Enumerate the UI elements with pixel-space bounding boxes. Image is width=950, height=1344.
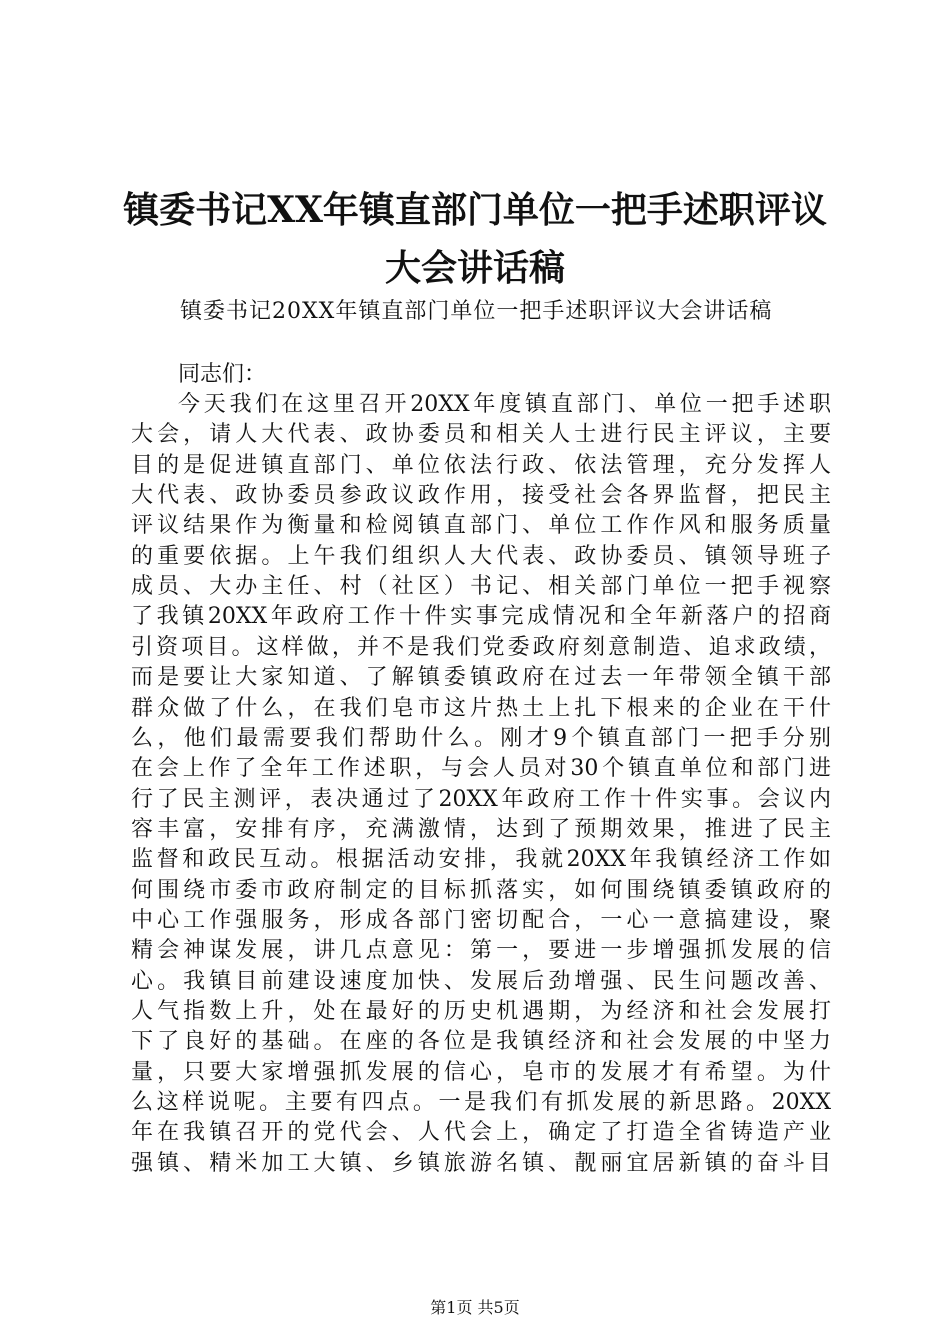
- body-text-line: 大会，请人大代表、政协委员和相关人士进行民主评议，主要: [131, 422, 831, 447]
- document-title-line-1: 镇委书记XX年镇直部门单位一把手述职评议: [123, 189, 827, 231]
- document-subtitle: 镇委书记20XX年镇直部门单位一把手述职评议大会讲话稿: [180, 299, 773, 324]
- body-text-line: 下了良好的基础。在座的各位是我镇经济和社会发展的中坚力: [131, 1029, 831, 1054]
- body-text-line: 成员、大办主任、村（社区）书记、相关部门单位一把手视察: [131, 574, 831, 599]
- body-text-line: 量，只要大家增强抓发展的信心，皂市的发展才有希望。为什: [131, 1060, 831, 1085]
- body-text-line: 今天我们在这里召开20XX年度镇直部门、单位一把手述职: [178, 392, 831, 417]
- body-text-line: 了我镇20XX年政府工作十件实事完成情况和全年新落户的招商: [131, 604, 831, 629]
- greeting: 同志们：: [178, 362, 267, 387]
- body-text-line: 的重要依据。上午我们组织人大代表、政协委员、镇领导班子: [131, 544, 831, 569]
- body-text-line: 年在我镇召开的党代会、人代会上，确定了打造全省铸造产业: [131, 1120, 831, 1145]
- body-text-line: 评议结果作为衡量和检阅镇直部门、单位工作作风和服务质量: [131, 513, 831, 538]
- body-text-line: 容丰富，安排有序，充满激情，达到了预期效果，推进了民主: [131, 817, 831, 842]
- body-text-line: 精会神谋发展，讲几点意见：第一，要进一步增强抓发展的信: [131, 938, 831, 963]
- body-text-line: 目的是促进镇直部门、单位依法行政、依法管理，充分发挥人: [131, 453, 831, 478]
- body-text-line: 在会上作了全年工作述职，与会人员对30个镇直单位和部门进: [131, 756, 831, 781]
- page-footer: 第1页 共5页: [430, 1298, 520, 1317]
- document-title-line-2: 大会讲话稿: [384, 247, 565, 289]
- body-text-line: 强镇、精米加工大镇、乡镇旅游名镇、靓丽宜居新镇的奋斗目: [131, 1151, 831, 1176]
- body-text-line: 心。我镇目前建设速度加快、发展后劲增强、民生问题改善、: [131, 969, 831, 994]
- body-text-line: 么，他们最需要我们帮助什么。刚才9个镇直部门一把手分别: [131, 726, 831, 751]
- body-text-line: 何围绕市委市政府制定的目标抓落实，如何围绕镇委镇政府的: [131, 878, 831, 903]
- body-text-line: 行了民主测评，表决通过了20XX年政府工作十件实事。会议内: [131, 787, 831, 812]
- body-text-line: 么这样说呢。主要有四点。一是我们有抓发展的新思路。20XX: [131, 1090, 831, 1115]
- body-text-line: 人气指数上升，处在最好的历史机遇期，为经济和社会发展打: [131, 999, 831, 1024]
- body-text-line: 大代表、政协委员参政议政作用，接受社会各界监督，把民主: [131, 483, 831, 508]
- body-text-line: 群众做了什么，在我们皂市这片热土上扎下根来的企业在干什: [131, 696, 831, 721]
- body-text-line: 中心工作强服务，形成各部门密切配合，一心一意搞建设，聚: [131, 908, 831, 933]
- body-text-line: 而是要让大家知道、了解镇委镇政府在过去一年带领全镇干部: [131, 665, 831, 690]
- body-text-line: 引资项目。这样做，并不是我们党委政府刻意制造、追求政绩，: [131, 635, 831, 660]
- body-text-line: 监督和政民互动。根据活动安排，我就20XX年我镇经济工作如: [131, 847, 831, 872]
